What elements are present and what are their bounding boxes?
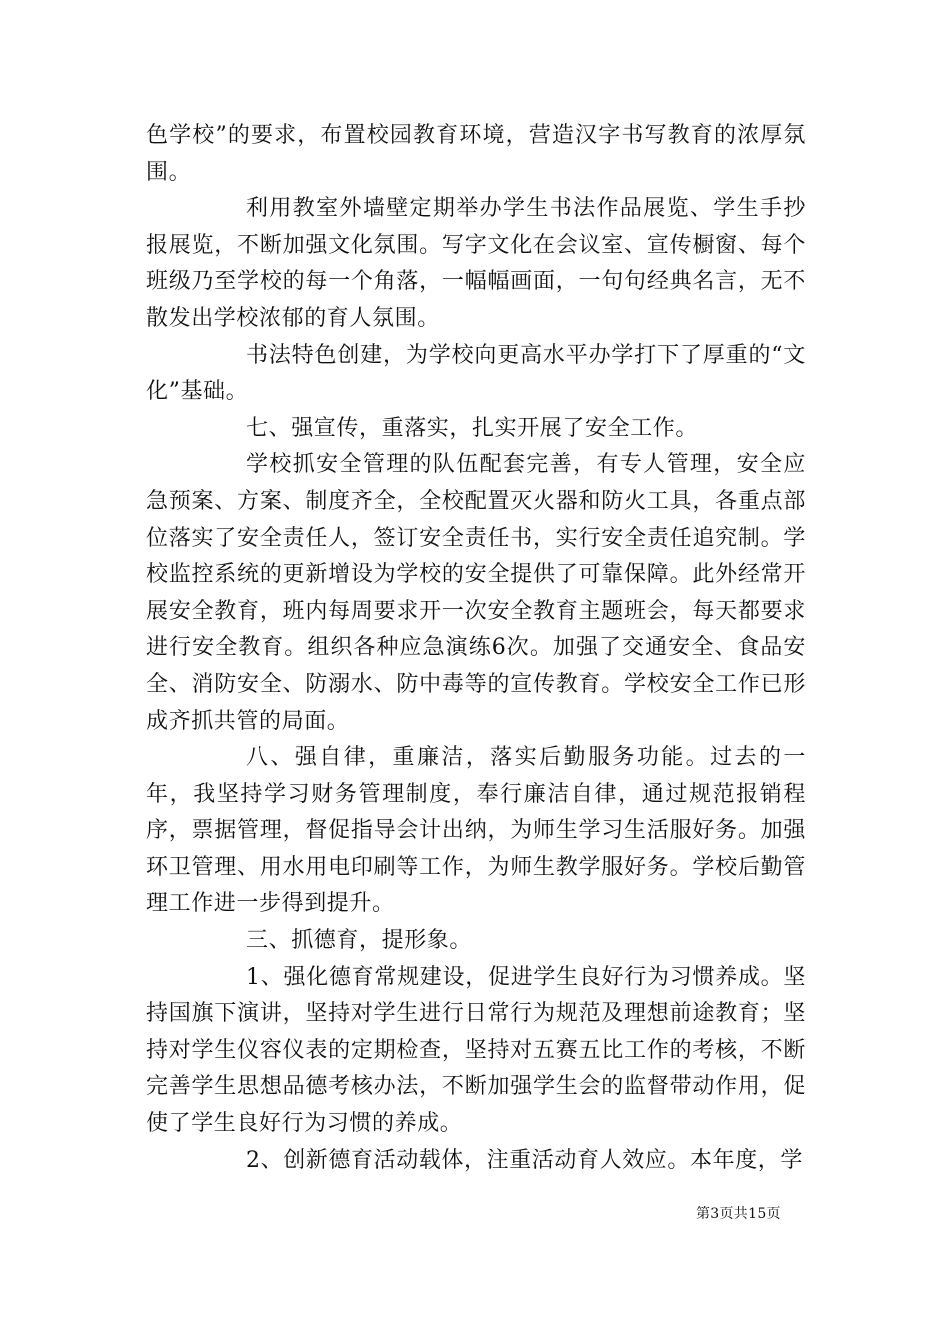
paragraph-2: 利用教室外墙壁定期举办学生书法作品展览、学生手抄报展览，不断加强文化氛围。写字文化在会议室、宣传橱窗、每个班级乃至学校的每一个角落，一幅幅画面，一句句经典名言，无不散发出学校浓郁的育人氛围。: [146, 196, 806, 331]
section-heading-safety: 七、强宣传，重落实，扎实开展了安全工作。: [246, 415, 699, 441]
paragraph-3: 书法特色创建，为学校向更高水平办学打下了厚重的“文化”基础。: [146, 342, 806, 405]
page-number-footer: 第3页共15页: [696, 1206, 781, 1222]
paragraph-1: 色学校”的要求，布置校园教育环境，营造汉字书写教育的浓厚氛围。: [146, 123, 806, 185]
document-body: [146, 118, 806, 1179]
section-heading-moral-education: 三、抓德育，提形象。: [246, 928, 473, 954]
paragraph-4: 学校抓安全管理的队伍配套完善，有专人管理，安全应急预案、方案、制度齐全，全校配置灭火器和防火工具，各重点部位落实了安全责任人，签订安全责任书，实行安全责任追究制。学校监控系统的更新增设为学校的安全提供了可靠保障。此外经常开展安全教育，班内每周要求开一次安全教育主题班会，每天都要求进行安全教育。组织各种应急演练6次。加强了交通安全、食品安全、消防安全、防溺水、防中毒等的宣传教育。学校安全工作已形成齐抓共管的局面。: [146, 452, 806, 734]
section-heading-logistics: 八、强自律，重廉洁，落实后勤服务功能。过去的一年，我坚持学习财务管理制度，奉行廉洁自律，通过规范报销程序，票据管理，督促指导会计出纳，为师生学习生活服好务。加强环卫管理、用水用电印刷等工作，为师生教学服好务。学校后勤管理工作进一步得到提升。: [146, 745, 806, 917]
paragraph-5: 1、强化德育常规建设，促进学生良好行为习惯养成。坚持国旗下演讲，坚持对学生进行日常行为规范及理想前途教育；坚持对学生仪容仪表的定期检查，坚持对五赛五比工作的考核，不断完善学生思想品德考核办法，不断加强学生会的监督带动作用，促使了学生良好行为习惯的养成。: [146, 964, 806, 1137]
paragraph-6: 2、创新德育活动载体，注重活动育人效应。本年度，学: [246, 1147, 803, 1173]
